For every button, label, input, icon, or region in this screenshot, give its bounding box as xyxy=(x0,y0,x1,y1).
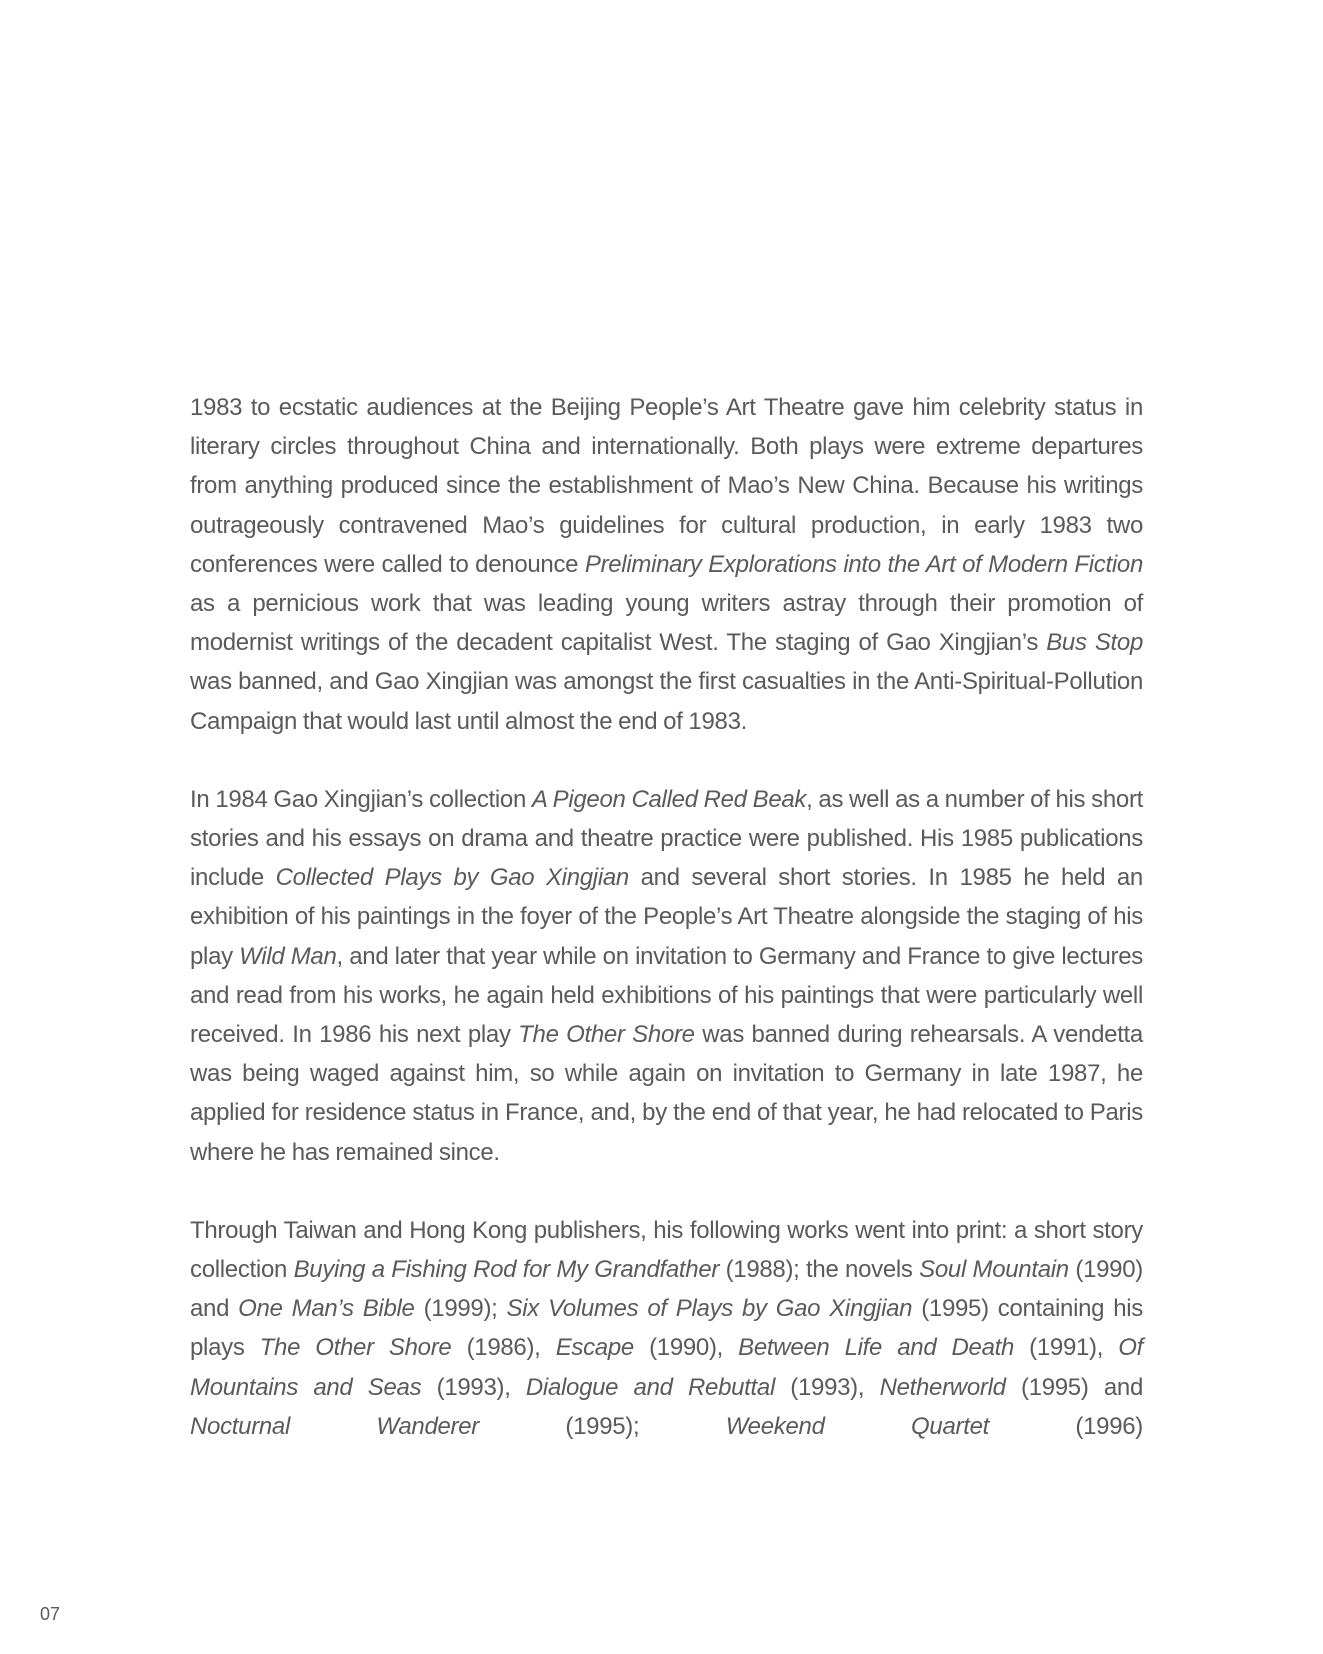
paragraph-2-segment-3: , as well as a number of his short stories and his essays on drama and theatre practice were published. His 1985 publications include xyxy=(190,785,1144,892)
paragraph-2-segment-2: A Pigeon Called Red Beak xyxy=(531,785,807,813)
paragraph-3-segment-10: The Other Shore xyxy=(259,1334,452,1362)
paragraph-3-segment-11: (1986), xyxy=(451,1334,556,1362)
paragraph-2-segment-1: In 1984 Gao Xingjian’s collection xyxy=(190,785,532,813)
paragraph-1 xyxy=(190,388,1143,741)
paragraph-2-segment-4: Collected Plays by Gao Xingjian xyxy=(275,864,629,892)
paragraph-3-segment-9: (1995) containing his plays xyxy=(190,1295,1144,1362)
paragraph-3-segment-6: One Man’s Bible xyxy=(238,1295,415,1323)
paragraph-3-segment-14: Between Life and Death xyxy=(738,1334,1015,1362)
paragraph-2 xyxy=(190,780,1143,1172)
paragraph-3-segment-4: Soul Mountain xyxy=(919,1256,1069,1284)
paragraph-3-segment-8: Six Volumes of Plays by Gao Xingjian xyxy=(506,1295,913,1323)
paragraph-2-segment-8: The Other Shore xyxy=(518,1021,695,1049)
paragraph-3-segment-1: Through Taiwan and Hong Kong publishers, his following works went into print: a short story collection xyxy=(190,1216,1143,1284)
paragraph-2-segment-6: Wild Man xyxy=(239,942,337,970)
paragraph-3-segment-5: (1990) and xyxy=(190,1256,1143,1323)
paragraph-3-segment-3: (1988); the novels xyxy=(719,1256,920,1284)
paragraph-1-segment-3: as a pernicious work that was leading young writers astray through their promotion of modernist writings of the decadent capitalist West. The staging of Gao Xingjian’s xyxy=(190,590,1143,657)
paragraph-3-segment-22: Nocturnal Wanderer xyxy=(190,1412,479,1440)
paragraph-2-segment-7: , and later that year while on invitation to Germany and France to give lectures and read from his works, he again held exhibitions of his paintings that were particularly well received. In 1986 his next play xyxy=(190,942,1143,1049)
paragraph-3-segment-21: (1995) and xyxy=(1005,1373,1143,1401)
page-number: 07 xyxy=(40,1604,61,1624)
paragraph-2-segment-9: was banned during rehearsals. A vendetta was being waged against him, so while again on invitation to Germany in late 1987, he applied for residence status in France, and, by the end of that year, he had relocated to Paris where he has remained since. xyxy=(190,1021,1143,1166)
body-text xyxy=(190,388,1143,1446)
paragraph-3-segment-15: (1991), xyxy=(1014,1334,1119,1362)
paragraph-3 xyxy=(190,1211,1143,1446)
paragraph-3-segment-16: Of Mountains and Seas xyxy=(190,1334,1144,1401)
paragraph-3-segment-17: (1993), xyxy=(421,1373,526,1401)
paragraph-3-segment-25: (1996) xyxy=(988,1412,1143,1440)
paragraph-3-segment-23: (1995); xyxy=(478,1412,726,1440)
paragraph-1-segment-4: Bus Stop xyxy=(1046,629,1143,657)
paragraph-3-segment-18: Dialogue and Rebuttal xyxy=(525,1373,775,1401)
paragraph-3-segment-24: Weekend Quartet xyxy=(725,1412,989,1440)
paragraph-2-segment-5: and several short stories. In 1985 he held an exhibition of his paintings in the foyer of the People’s Art Theatre alongside the staging of his play xyxy=(190,864,1143,970)
paragraph-3-segment-12: Escape xyxy=(555,1334,634,1362)
paragraph-1-segment-5: was banned, and Gao Xingjian was amongst the first casualties in the Anti-Spiritual-Pollution Campaign that would last until almost the end of 1983. xyxy=(190,668,1143,735)
paragraph-1-segment-1: 1983 to ecstatic audiences at the Beijing People’s Art Theatre gave him celebrity status in literary circles throughout China and internationally. Both plays were extreme departures from anything produced since the establishment of Mao’s New China. Because his writings outrageously contravened Mao’s guidelines for cultural production, in early 1983 two conferences were called to denounce xyxy=(190,394,1143,578)
paragraph-3-segment-20: Netherworld xyxy=(879,1373,1006,1401)
paragraph-3-segment-13: (1990), xyxy=(633,1334,739,1362)
paragraph-3-segment-19: (1993), xyxy=(774,1373,880,1401)
paragraph-3-segment-2: Buying a Fishing Rod for My Grandfather xyxy=(293,1256,720,1284)
paragraph-3-segment-7: (1999); xyxy=(414,1295,507,1323)
paragraph-1-segment-2: Preliminary Explorations into the Art of Modern Fiction xyxy=(584,550,1143,578)
